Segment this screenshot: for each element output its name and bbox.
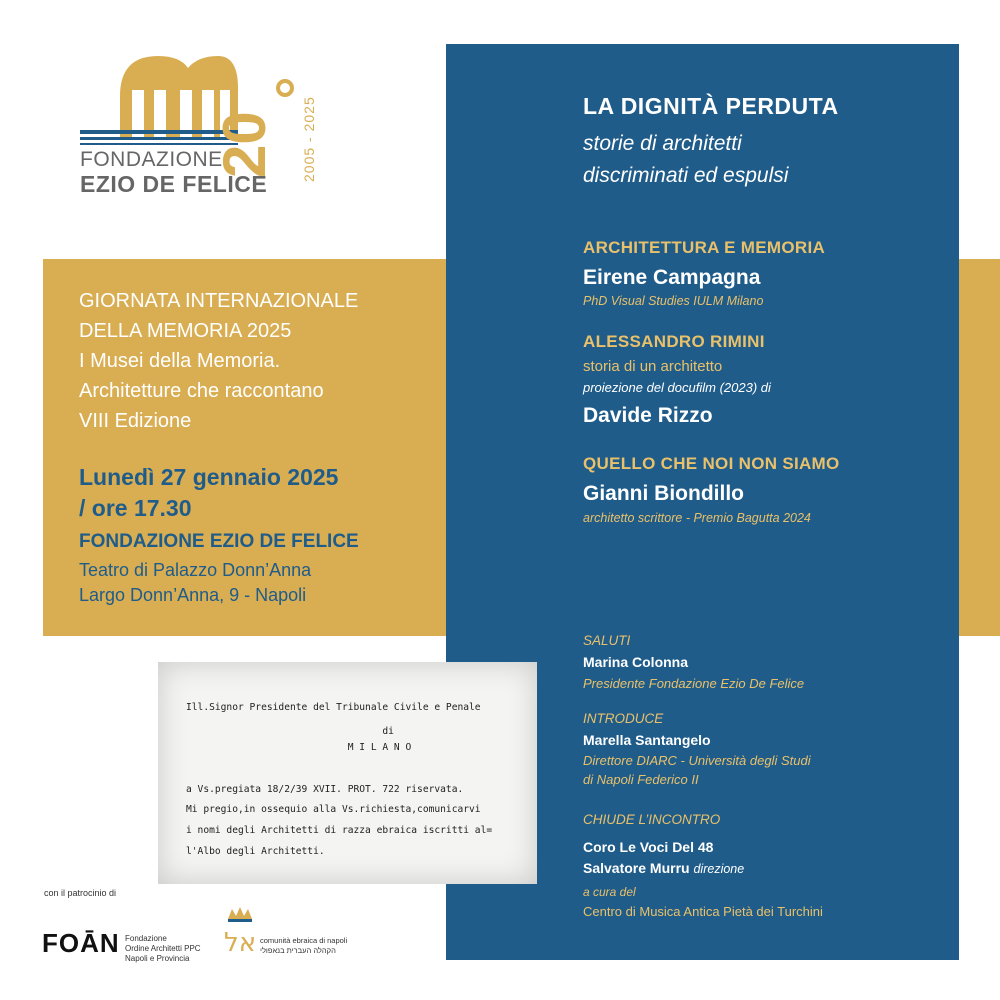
subtitle (583, 128, 788, 192)
introduce-name: Marella Santangelo (583, 732, 711, 748)
event-date-block (79, 462, 338, 524)
letter-line: a Vs.pregiata 18/2/39 XVII. PROT. 722 riservata. (186, 784, 464, 795)
community-text (260, 936, 347, 956)
foan-subtitle (125, 934, 201, 964)
foan-sub-line: Fondazione (125, 934, 167, 943)
speaker-role: architetto scrittore - Premio Bagutta 2024 (583, 511, 811, 525)
section-line: storia di un architetto (583, 358, 723, 375)
main-title: LA DIGNITÀ PERDUTA (583, 93, 839, 119)
address-line: Teatro di Palazzo Donn’Anna (79, 560, 312, 580)
svg-text:אל: אל (224, 928, 257, 957)
introduce-role: Direttore DIARC - Università degli Studi (583, 753, 811, 768)
speaker-name: Gianni Biondillo (583, 482, 744, 505)
event-line: VIII Edizione (79, 410, 192, 432)
saluti-role: Presidente Fondazione Ezio De Felice (583, 676, 805, 691)
section-line: proiezione del docufilm (2023) di (583, 380, 771, 395)
speaker-role: PhD Visual Studies IULM Milano (583, 294, 764, 308)
section-heading: QUELLO CHE NOI NON SIAMO (583, 454, 840, 473)
chiude-name-row (583, 860, 744, 876)
cura-org: Centro di Musica Antica Pietà dei Turchini (583, 904, 823, 919)
introduce-label: INTRODUCE (583, 711, 664, 726)
section-heading: ALESSANDRO RIMINI (583, 332, 765, 351)
introduce-role: di Napoli Federico II (583, 772, 699, 787)
letter-line: di (186, 726, 394, 737)
logo-line2: EZIO DE FELICE (80, 171, 268, 197)
foan-logo: FOĀN (42, 928, 120, 958)
cura-label: a cura del (583, 885, 636, 899)
foan-sub-line: Ordine Architetti PPC (125, 944, 201, 953)
saluti-name: Marina Colonna (583, 654, 689, 670)
chiude-role: direzione (693, 862, 745, 876)
event-line: DELLA MEMORIA 2025 (79, 320, 292, 342)
chiude-name: Salvatore Murru (583, 860, 690, 876)
foan-sub-line: Napoli e Provincia (125, 954, 190, 963)
svg-text:20: 20 (211, 111, 278, 178)
logo-years: 2005 - 2025 (301, 96, 317, 182)
event-line: I Musei della Memoria. (79, 350, 281, 372)
chiude-label: CHIUDE L’INCONTRO (583, 812, 721, 827)
event-line: GIORNATA INTERNAZIONALE (79, 290, 359, 312)
section-heading: ARCHITETTURA E MEMORIA (583, 238, 826, 257)
logo-line1: FONDAZIONE (80, 148, 223, 171)
patronage-label: con il patrocinio di (44, 888, 117, 898)
letter-line: M I L A N O (186, 742, 412, 753)
letter-line: Ill.Signor Presidente del Tribunale Civile e Penale (186, 702, 481, 713)
letter-line: l'Albo degli Architetti. (186, 846, 325, 857)
speaker-name: Eirene Campagna (583, 266, 761, 289)
community-line-hebrew: הקהלה העברית בנאפולי (260, 946, 336, 955)
chiude-name: Coro Le Voci Del 48 (583, 839, 714, 855)
event-address (79, 558, 311, 608)
speaker-name: Davide Rizzo (583, 404, 713, 427)
community-line: comunità ebraica di napoli (260, 936, 348, 945)
event-line: Architetture che raccontano (79, 380, 324, 402)
historical-letter-image (158, 662, 537, 884)
subtitle-line: discriminati ed espulsi (583, 164, 789, 187)
community-logo-icon (222, 907, 258, 957)
letter-line: Mi pregio,in ossequio alla Vs.richiesta,comunicarvi (186, 804, 481, 815)
letter-line: i nomi degli Architetti di razza ebraica iscritti al= (186, 825, 493, 836)
saluti-label: SALUTI (583, 633, 631, 648)
address-line: Largo Donn’Anna, 9 - Napoli (79, 585, 307, 605)
event-title-block (79, 286, 358, 436)
event-time: / ore 17.30 (79, 495, 192, 521)
event-date: Lunedì 27 gennaio 2025 (79, 464, 339, 490)
event-venue: FONDAZIONE EZIO DE FELICE (79, 531, 359, 552)
subtitle-line: storie di architetti (583, 132, 742, 155)
